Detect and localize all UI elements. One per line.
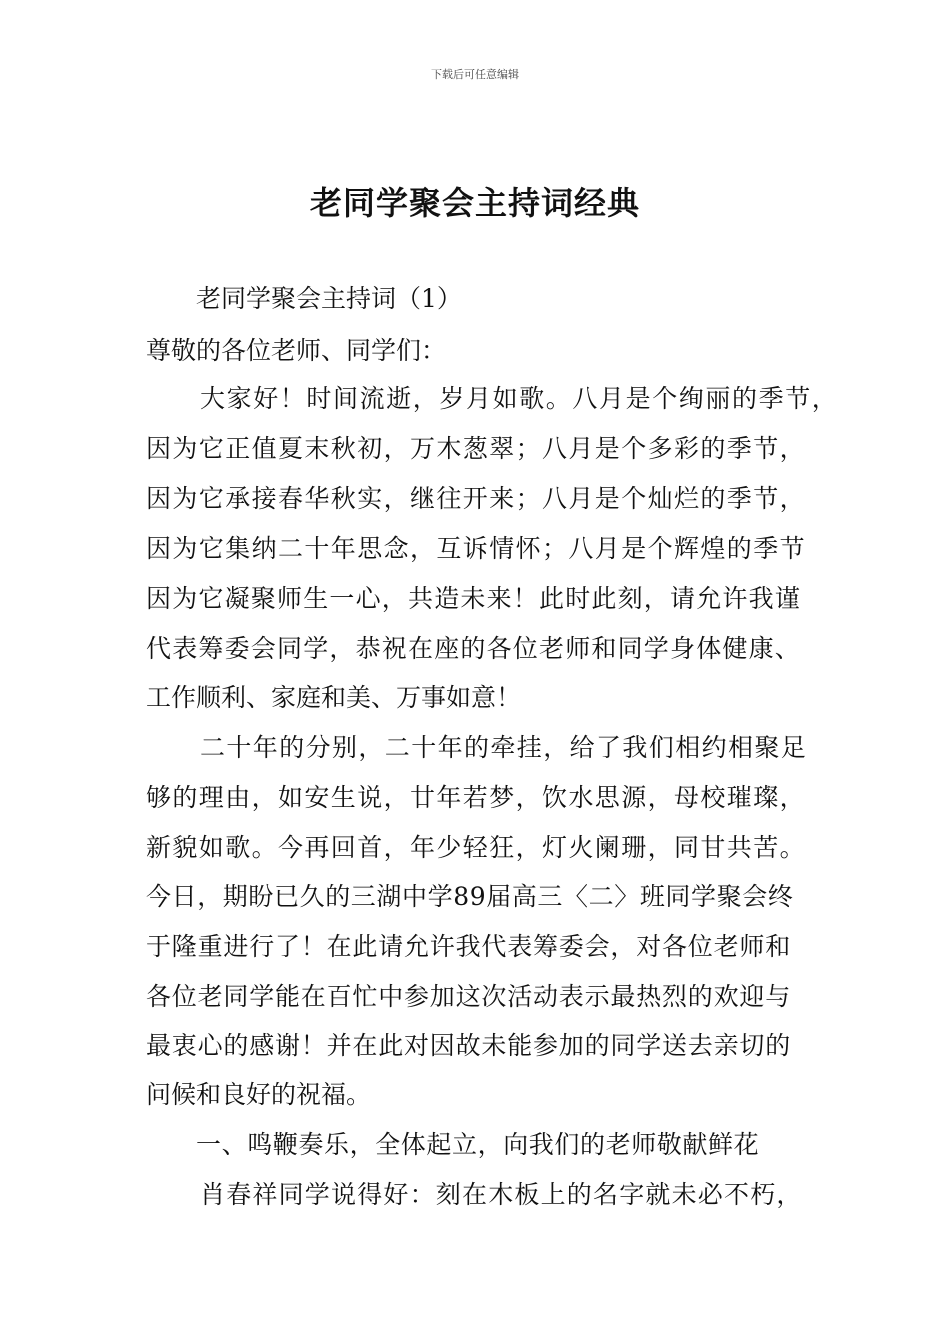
paragraph-line: 肖春祥同学说得好：刻在木板上的名字就未必不朽， [200, 1180, 803, 1209]
paragraph-line: 新貌如歌。今再回首，年少轻狂，灯火阑珊，同甘共苦。 [146, 833, 807, 862]
paragraph-line: 问候和良好的祝福。 [146, 1080, 372, 1109]
section-heading: 一、鸣鞭奏乐，全体起立，向我们的老师敬献鲜花 [196, 1130, 760, 1159]
paragraph-line: 够的理由，如安生说，廿年若梦，饮水思源，母校璀璨， [146, 783, 807, 812]
paragraph-line: 今日，期盼已久的三湖中学89届高三〈二〉班同学聚会终 [146, 882, 794, 911]
paragraph-line: 于隆重进行了！在此请允许我代表筹委会，对各位老师和 [146, 932, 792, 961]
paragraph-line: 最衷心的感谢！并在此对因故未能参加的同学送去亲切的 [146, 1031, 792, 1060]
page-header-note: 下载后可任意编辑 [431, 68, 519, 81]
paragraph-line: 因为它承接春华秋实，继往开来；八月是个灿烂的季节， [146, 484, 807, 513]
paragraph-line: 因为它正值夏末秋初，万木葱翠；八月是个多彩的季节， [146, 434, 807, 463]
paragraph-line: 因为它集纳二十年思念，互诉情怀；八月是个辉煌的季节 [146, 534, 807, 563]
paragraph-line: 大家好！时间流逝，岁月如歌。八月是个绚丽的季节， [200, 384, 839, 413]
paragraph-line: 代表筹委会同学，恭祝在座的各位老师和同学身体健康、 [146, 634, 802, 663]
salutation: 尊敬的各位老师、同学们： [146, 336, 447, 365]
section-heading: 老同学聚会主持词（1） [196, 284, 462, 313]
paragraph-line: 工作顺利、家庭和美、万事如意！ [146, 683, 522, 712]
paragraph-line: 各位老同学能在百忙中参加这次活动表示最热烈的欢迎与 [146, 982, 792, 1011]
paragraph-line: 因为它凝聚师生一心，共造未来！此时此刻，请允许我谨 [146, 584, 802, 613]
document-title: 老同学聚会主持词经典 [309, 184, 640, 222]
paragraph-line: 二十年的分别，二十年的牵挂，给了我们相约相聚足 [200, 733, 808, 762]
